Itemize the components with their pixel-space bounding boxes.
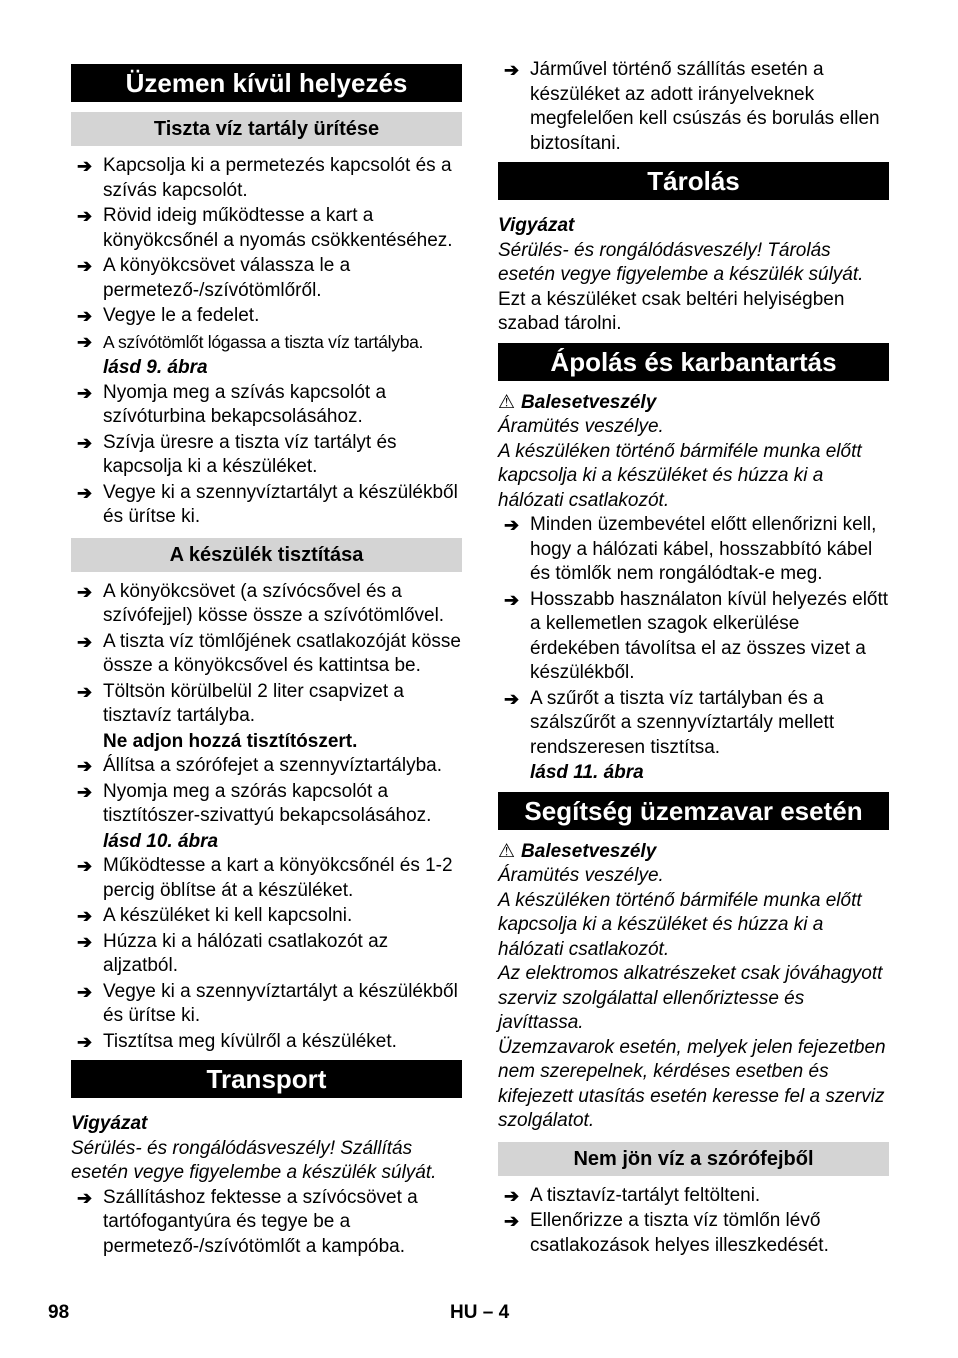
list-item: ➔ A szűrőt a tiszta víz tartályban és a szálszűrőt a szennyvíztartály mellett rendszeresen tisztítsa. xyxy=(504,687,835,758)
faults-text: Üzemzavarok esetén, melyek jelen fejezetben nem szerepelnek, kérdéses esetben és kifejezett utasítás esetén keresse fel a szerviz szolgálatot. xyxy=(498,1036,886,1131)
warning-triangle-icon: ⚠ xyxy=(498,391,516,413)
warning-triangle-icon: ⚠ xyxy=(498,840,516,862)
arrow-icon: ➔ xyxy=(77,331,93,352)
list-item: ➔ A szívótömlőt lógassa a tiszta víz tartályba. xyxy=(71,330,462,356)
shock-text: Áramütés veszélye. xyxy=(498,865,664,886)
arrow-icon: ➔ xyxy=(77,856,93,876)
arrow-icon: ➔ xyxy=(504,515,520,535)
list-item: ➔ Szívja üresre a tiszta víz tartályt és kapcsolja ki a készüléket. xyxy=(77,431,397,477)
list-item: ➔ Töltsön körülbelül 2 liter csapvizet a tisztavíz tartályba. xyxy=(77,680,404,726)
arrow-icon: ➔ xyxy=(77,206,93,226)
no-detergent-note: Ne adjon hozzá tisztítószert. xyxy=(103,730,358,752)
caution-label: Vigyázat xyxy=(71,1113,148,1134)
arrow-icon: ➔ xyxy=(77,156,93,176)
arrow-icon: ➔ xyxy=(504,1185,520,1206)
subheading-device-cleaning: A készülék tisztítása xyxy=(71,538,462,572)
arrow-icon: ➔ xyxy=(77,931,93,952)
arrow-icon: ➔ xyxy=(77,781,93,802)
list-item: ➔ Nyomja meg a szívás kapcsolót a szívóturbina bekapcsolásához. xyxy=(77,381,387,427)
arrow-icon: ➔ xyxy=(504,60,520,80)
figure-reference: lásd 10. ábra xyxy=(103,830,219,852)
heading-maintenance: Ápolás és karbantartás xyxy=(498,343,889,381)
heading-transport: Transport xyxy=(71,1060,462,1098)
arrow-icon: ➔ xyxy=(504,688,520,709)
arrow-icon: ➔ xyxy=(77,482,93,503)
caution-text: Sérülés- és rongálódásveszély! Szállítás esetén vegye figyelembe a készülék súlyát. xyxy=(71,1137,437,1183)
figure-reference: lásd 11. ábra xyxy=(530,762,644,783)
list-item: ➔ A készüléket ki kell kapcsolni. xyxy=(71,904,462,929)
danger-label: ⚠ Balesetveszély xyxy=(498,391,657,413)
heading-storage: Tárolás xyxy=(498,162,889,200)
list-item: ➔ A könyökcsövet válassza le a permetező-/szívótömlőről. xyxy=(77,255,351,301)
list-item: ➔ Rövid ideig működtesse a kart a könyökcsőnél a nyomás csökkentéséhez. xyxy=(77,205,453,251)
list-item: ➔ Hosszabb használaton kívül helyezés előtt a kellemetlen szagok elkerülése érdekében távolítsa el az összes vizet a készülékből. xyxy=(504,588,889,683)
arrow-icon: ➔ xyxy=(77,906,93,926)
caution-label: Vigyázat xyxy=(498,215,575,236)
heading-shutdown: Üzemen kívül helyezés xyxy=(71,64,462,102)
list-item: ➔ A könyökcsövet (a szívócsővel és a szívófejjel) kösse össze a szívótömlővel. xyxy=(77,580,445,626)
list-item: ➔ Működtesse a kart a könyökcsőnél és 1-2 percig öblítse át a készüléket. xyxy=(77,855,453,901)
page-code: HU – 4 xyxy=(450,1302,510,1323)
arrow-icon: ➔ xyxy=(77,631,93,652)
danger-label: ⚠ Balesetveszély xyxy=(498,840,657,862)
figure-reference: lásd 9. ábra xyxy=(103,357,208,378)
storage-text: Ezt a készüléket csak beltéri helyiségben szabad tárolni. xyxy=(498,288,845,334)
list-item: ➔ A tiszta víz tömlőjének csatlakozóját kösse össze a könyökcsővel és kattintsa be. xyxy=(77,630,461,676)
list-item: ➔ Kapcsolja ki a permetezés kapcsolót és a szívás kapcsolót. xyxy=(77,155,452,201)
arrow-icon: ➔ xyxy=(77,681,93,702)
arrow-icon: ➔ xyxy=(77,756,93,776)
unplug-text: A készüléken történő bármiféle munka előtt kapcsolja ki a készüléket és húzza ki a hálózati csatlakozót. xyxy=(498,440,862,511)
unplug-text: A készüléken történő bármiféle munka előtt kapcsolja ki a készüléket és húzza ki a hálózati csatlakozót. xyxy=(498,889,862,960)
subheading-fresh-water-empty: Tiszta víz tartály ürítése xyxy=(71,112,462,146)
left-column xyxy=(71,58,462,1260)
storage-caution-text: Sérülés- és rongálódásveszély! Tárolás esetén vegye figyelembe a készülék súlyát. xyxy=(498,239,864,285)
arrow-icon: ➔ xyxy=(77,1187,93,1208)
list-item: ➔ Vegye ki a szennyvíztartályt a készülékből és ürítse ki. xyxy=(77,481,458,527)
list-item: ➔ Tisztítsa meg kívülről a készüléket. xyxy=(71,1030,462,1055)
page-number: 98 xyxy=(48,1302,70,1323)
heading-troubleshooting: Segítség üzemzavar esetén xyxy=(498,792,889,830)
list-item: ➔ Minden üzembevétel előtt ellenőrizni kell, hogy a hálózati kábel, hosszabbító kábel és tömlők nem rongálódtak-e meg. xyxy=(504,514,877,584)
arrow-icon: ➔ xyxy=(77,256,93,276)
list-item: ➔ Szállításhoz fektesse a szívócsövet a tartófogantyúra és tegye be a permetező-/szívótömlőt a kampóba. xyxy=(77,1186,418,1257)
list-item: ➔ A tisztavíz-tartályt feltölteni. xyxy=(498,1184,889,1209)
arrow-icon: ➔ xyxy=(77,306,93,326)
arrow-icon: ➔ xyxy=(504,1211,520,1231)
right-column xyxy=(498,58,889,1259)
arrow-icon: ➔ xyxy=(77,432,93,453)
arrow-icon: ➔ xyxy=(77,581,93,602)
arrow-icon: ➔ xyxy=(504,589,520,610)
list-item: ➔ Ellenőrizze a tiszta víz tömlőn lévő csatlakozások helyes illeszkedését. xyxy=(504,1210,829,1256)
list-item: ➔ Húzza ki a hálózati csatlakozót az aljzatból. xyxy=(77,930,389,976)
arrow-icon: ➔ xyxy=(77,382,93,403)
list-item: ➔ Vegye ki a szennyvíztartályt a készülékből és ürítse ki. xyxy=(77,980,458,1026)
list-item: ➔ Járművel történő szállítás esetén a készüléket az adott irányelveknek megfelelően kell csúszás és borulás ellen biztosítani. xyxy=(504,59,880,154)
list-item: ➔ Állítsa a szórófejet a szennyvíztartályba. xyxy=(71,754,462,779)
subheading-no-water: Nem jön víz a szórófejből xyxy=(498,1142,889,1176)
electric-parts-text: Az elektromos alkatrészeket csak jóváhagyott szerviz szolgálattal ellenőriztesse és javíttassa. xyxy=(498,963,883,1033)
shock-text: Áramütés veszélye. xyxy=(498,416,664,437)
list-item: ➔ Nyomja meg a szórás kapcsolót a tisztítószer-szivattyú bekapcsolásához. xyxy=(77,780,432,826)
arrow-icon: ➔ xyxy=(77,1031,93,1052)
arrow-icon: ➔ xyxy=(77,981,93,1002)
list-item: ➔ Vegye le a fedelet. xyxy=(71,304,462,329)
